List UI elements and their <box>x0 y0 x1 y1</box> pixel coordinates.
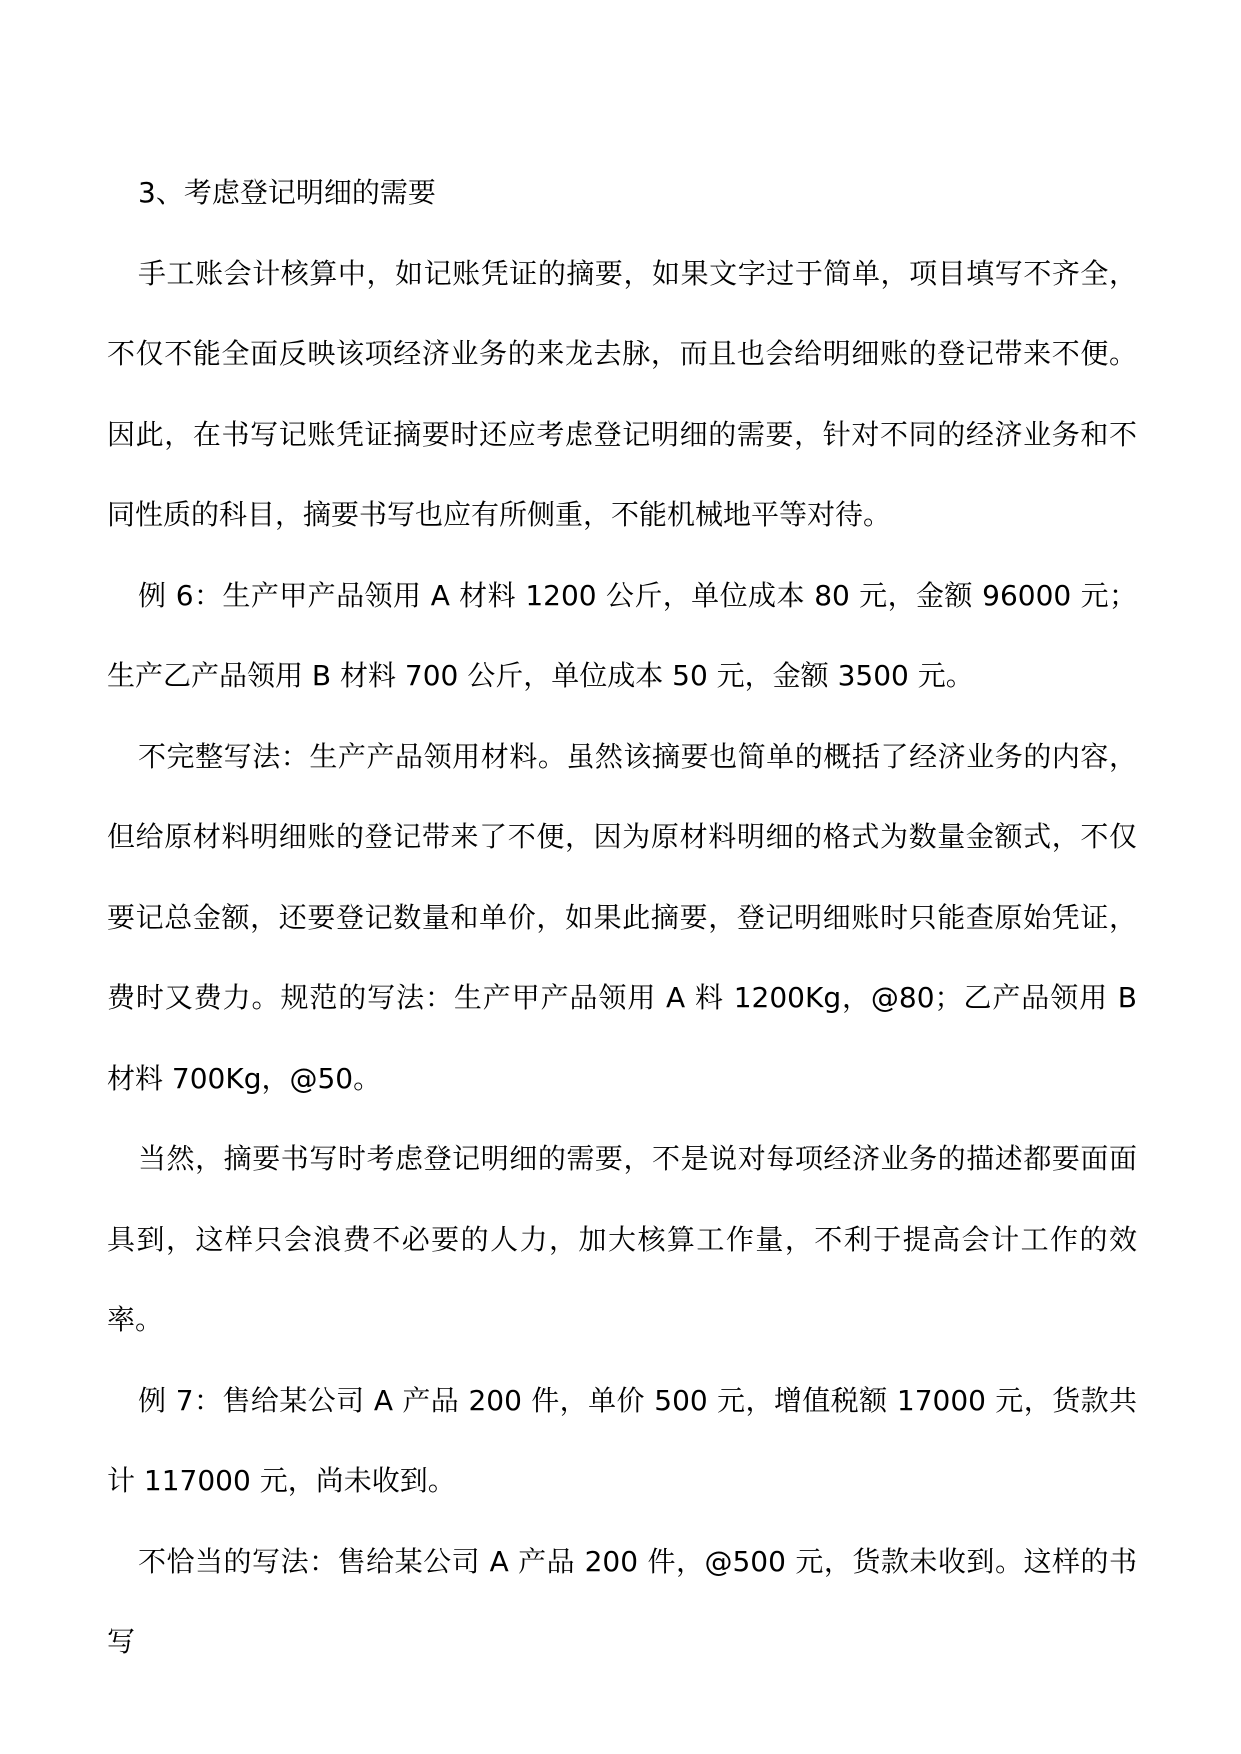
paragraph: 当然，摘要书写时考虑登记明细的需要，不是说对每项经济业务的描述都要面面具到，这样只会浪费不必要的人力，加大核算工作量，不利于提高会计工作的效率。 <box>107 1142 1137 1336</box>
document-body <box>107 153 1137 1683</box>
paragraph: 不恰当的写法：售给某公司 A 产品 200 件，@500 元，货款未收到。这样的书写 <box>107 1544 1137 1658</box>
paragraph: 不完整写法：生产产品领用材料。虽然该摘要也简单的概括了经济业务的内容，但给原材料明细账的登记带来了不便，因为原材料明细的格式为数量金额式，不仅要记总金额，还要登记数量和单价，如果此摘要，登记明细账时只能查原始凭证，费时又费力。规范的写法：生产甲产品领用 A 料 1200Kg，@80；乙产品领用 B 材料 700Kg，@50。 <box>107 739 1137 1095</box>
paragraph: 例 6：生产甲产品领用 A 材料 1200 公斤，单位成本 80 元，金额 96000 元；生产乙产品领用 B 材料 700 公斤，单位成本 50 元，金额 3500 元。 <box>107 578 1137 692</box>
paragraph: 手工账会计核算中，如记账凭证的摘要，如果文字过于简单，项目填写不齐全，不仅不能全面反映该项经济业务的来龙去脉，而且也会给明细账的登记带来不便。因此，在书写记账凭证摘要时还应考虑登记明细的需要，针对不同的经济业务和不同性质的科目，摘要书写也应有所侧重，不能机械地平等对待。 <box>107 256 1137 531</box>
section-heading: 3、考虑登记明细的需要 <box>138 176 436 209</box>
paragraph: 例 7：售给某公司 A 产品 200 件，单价 500 元，增值税额 17000 元，货款共计 117000 元，尚未收到。 <box>107 1383 1137 1497</box>
